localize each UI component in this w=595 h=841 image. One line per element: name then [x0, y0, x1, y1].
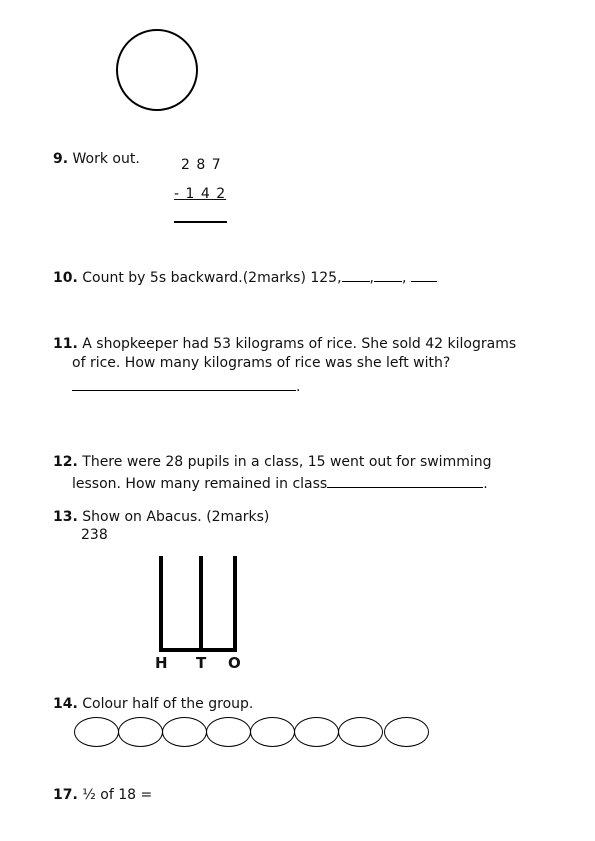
separator: , [369, 270, 374, 286]
period: . [296, 379, 301, 395]
group-circle[interactable] [206, 717, 251, 747]
question-13-number: 13. [53, 509, 78, 525]
group-circle[interactable] [118, 717, 163, 747]
question-12-text-1: There were 28 pupils in a class, 15 went out for swimming [82, 454, 492, 470]
question-10-number: 10. [53, 270, 78, 286]
question-11-line2: of rice. How many kilograms of rice was she left with? [72, 355, 451, 371]
group-circle[interactable] [250, 717, 295, 747]
group-circle[interactable] [74, 717, 119, 747]
question-12-text-2: lesson. How many remained in class [72, 476, 328, 492]
question-14-number: 14. [53, 696, 78, 712]
subtraction-bottom-number: - 1 4 2 [174, 186, 227, 202]
question-9-text: Work out. [72, 151, 140, 167]
group-circle[interactable] [384, 717, 429, 747]
abacus-label-tens: T [196, 654, 207, 672]
subtraction-top-number: 2 8 7 [181, 157, 222, 173]
question-14-text: Colour half of the group. [82, 696, 254, 712]
group-circle[interactable] [162, 717, 207, 747]
question-14 [53, 696, 253, 712]
question-17-text: ½ of 18 = [82, 787, 153, 803]
question-11-number: 11. [53, 336, 78, 352]
separator: , [402, 270, 407, 286]
abacus-value: 238 [81, 527, 108, 543]
group-circle[interactable] [338, 717, 383, 747]
question-17-number: 17. [53, 787, 78, 803]
question-10-text: Count by 5s backward.(2marks) 125, [82, 270, 342, 286]
abacus-label-ones: O [228, 654, 241, 672]
group-circle[interactable] [294, 717, 339, 747]
question-17 [53, 787, 152, 803]
abacus-label-hundreds: H [155, 654, 168, 672]
question-11-text-1: A shopkeeper had 53 kilograms of rice. She sold 42 kilograms [82, 336, 517, 352]
question-12-number: 12. [53, 454, 78, 470]
period: . [483, 476, 488, 492]
question-13-text: Show on Abacus. (2marks) [82, 509, 270, 525]
question-9-number: 9. [53, 151, 69, 167]
